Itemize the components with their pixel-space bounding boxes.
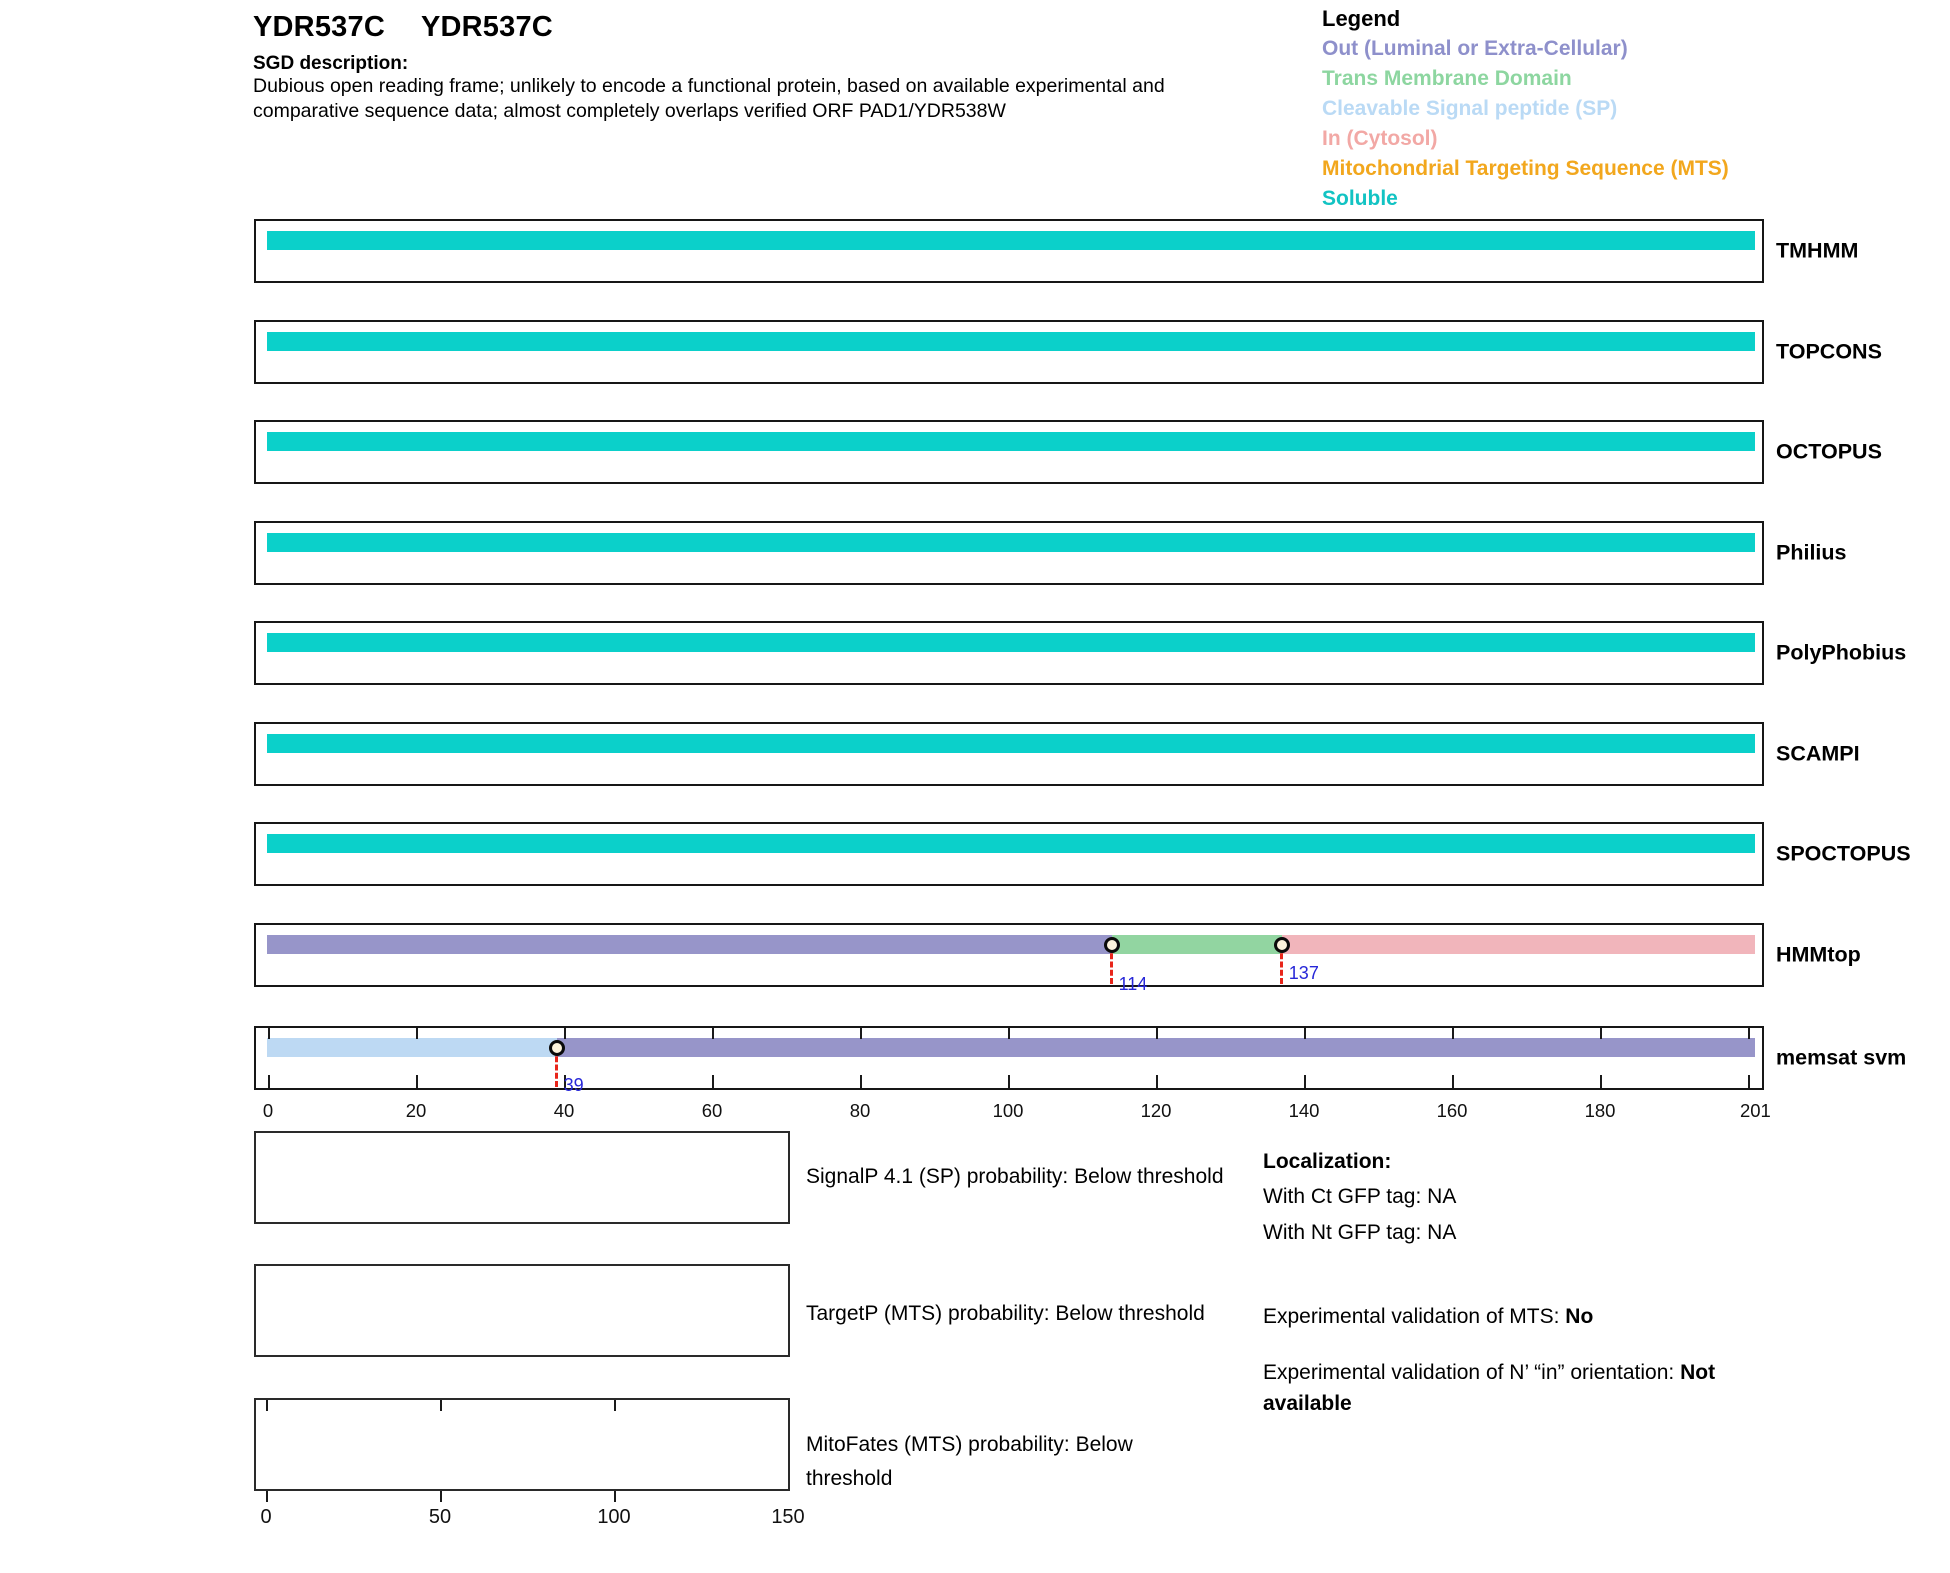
track-bar-segment-soluble [267,834,1755,853]
caption-line: SignalP 4.1 (SP) probability: Below threshold [806,1165,1224,1188]
plot-axis-label-50: 50 [428,1506,452,1528]
page-title [253,11,553,44]
orientation-validation-line-2 [1263,1392,1352,1416]
ruler-tick-bottom [1156,1075,1158,1088]
legend-item-in: In (Cytosol) [1322,127,1438,150]
track-name-label: PolyPhobius [1776,640,1907,665]
plot-tick-top [266,1400,268,1411]
residue-axis-label-201: 201 [1739,1100,1771,1121]
legend-item-mts: Mitochondrial Targeting Sequence (MTS) [1322,157,1729,180]
track-bar-segment-soluble [267,432,1755,451]
sgd-description-line-2: comparative sequence data; almost completely overlaps verified ORF PAD1/YDR538W [253,100,1006,122]
ruler-tick-top [416,1028,418,1039]
track-box [254,722,1764,786]
track-name-label: memsat svm [1776,1045,1907,1070]
ruler-tick-bottom [1304,1075,1306,1088]
caption-line: MitoFates (MTS) probability: Below [806,1433,1133,1456]
track-name-label: SPOCTOPUS [1776,841,1911,866]
residue-axis-label-40: 40 [553,1100,575,1121]
track-bar-segment-in [1282,935,1756,954]
localization-title: Localization: [1263,1150,1392,1173]
track-bar-segment-soluble [267,533,1755,552]
caption-line: TargetP (MTS) probability: Below threshold [806,1302,1205,1325]
ruler-tick-bottom [268,1075,270,1088]
ruler-tick-bottom [1600,1075,1602,1088]
track-box [254,521,1764,585]
track-box [254,621,1764,685]
ruler-tick-top [268,1028,270,1039]
boundary-residue-label: 137 [1288,963,1319,983]
ruler-tick-bottom [1452,1075,1454,1088]
boundary-circle-marker [1274,937,1290,953]
localization-nt-gfp: With Nt GFP tag: NA [1263,1221,1457,1244]
ruler-tick-bottom [1748,1075,1750,1088]
residue-axis-label-120: 120 [1140,1100,1172,1121]
orientation-validation-value-1: Not [1680,1361,1716,1384]
mts-validation-line [1263,1305,1593,1329]
plot-tick-bottom [614,1491,616,1502]
ruler-tick-bottom [712,1075,714,1088]
track-box [254,219,1764,283]
track-name-label: SCAMPI [1776,741,1860,766]
track-bar-segment-tm [1112,935,1282,954]
plot-axis-label-0: 0 [260,1506,272,1528]
legend-title: Legend [1322,6,1401,31]
legend-item-sp: Cleavable Signal peptide (SP) [1322,97,1618,120]
localization-ct-gfp: With Ct GFP tag: NA [1263,1185,1457,1208]
probability-plot-box [254,1131,790,1224]
legend-item-out: Out (Luminal or Extra-Cellular) [1322,37,1628,60]
orientation-validation-label: Experimental validation of N’ “in” orientation: [1263,1361,1681,1384]
mts-validation-label: Experimental validation of MTS: [1263,1305,1566,1328]
residue-axis-label-80: 80 [849,1100,871,1121]
probability-plot-caption [806,1428,1133,1496]
track-bar-segment-soluble [267,633,1755,652]
legend [1322,4,1729,214]
plot-axis-label-150: 150 [771,1506,805,1528]
track-bar-segment-soluble [267,332,1755,351]
residue-axis-label-20: 20 [405,1100,427,1121]
ruler-tick-bottom [416,1075,418,1088]
residue-axis-label-180: 180 [1584,1100,1616,1121]
ruler-tick-bottom [1008,1075,1010,1088]
residue-axis-label-100: 100 [992,1100,1024,1121]
ruler-tick-top [564,1028,566,1039]
track-box [254,420,1764,484]
plot-tick-bottom [440,1491,442,1502]
track-name-label: HMMtop [1776,942,1861,967]
plot-tick-bottom [266,1491,268,1502]
residue-axis-label-140: 140 [1288,1100,1320,1121]
ruler-tick-top [860,1028,862,1039]
residue-axis-label-60: 60 [701,1100,723,1121]
ruler-tick-bottom [860,1075,862,1088]
boundary-circle-marker [1104,937,1120,953]
plot-tick-top [440,1400,442,1411]
boundary-residue-label: 114 [1118,974,1148,994]
track-bar-segment-out [557,1038,1756,1057]
plot-axis-label-100: 100 [597,1506,631,1528]
legend-items [1322,34,1729,214]
track-name-label: TOPCONS [1776,339,1882,364]
track-bar-segment-soluble [267,231,1755,250]
probability-plot-caption [806,1297,1205,1331]
legend-item-tm: Trans Membrane Domain [1322,67,1572,90]
track-box [254,923,1764,987]
ruler-tick-top [1748,1028,1750,1039]
track-bar-segment-soluble [267,734,1755,753]
sgd-description-label: SGD description: [253,53,409,74]
mts-validation-value: No [1565,1305,1594,1328]
orf-name: YDR537C [420,11,553,43]
orientation-validation-line-1 [1263,1361,1715,1385]
track-bar-segment-sp [267,1038,557,1057]
caption-line: threshold [806,1467,893,1490]
ruler-tick-top [1156,1028,1158,1039]
probability-plot-caption [806,1160,1224,1194]
ruler-tick-top [712,1028,714,1039]
gene-name: YDR537C [253,11,385,43]
track-box [254,822,1764,886]
probability-plot-box [254,1398,790,1491]
boundary-circle-marker [549,1040,565,1056]
probability-plot-box [254,1264,790,1357]
ruler-tick-top [1452,1028,1454,1039]
plot-tick-top [614,1400,616,1411]
track-name-label: Philius [1776,540,1847,565]
ruler-tick-top [1008,1028,1010,1039]
boundary-residue-label: 39 [563,1075,584,1095]
ruler-tick-top [1304,1028,1306,1039]
track-bar-segment-out [267,935,1112,954]
legend-item-soluble: Soluble [1322,187,1398,210]
track-name-label: TMHMM [1776,238,1859,263]
residue-axis-label-0: 0 [262,1100,274,1121]
track-box [254,320,1764,384]
residue-axis-label-160: 160 [1436,1100,1468,1121]
ruler-tick-top [1600,1028,1602,1039]
track-name-label: OCTOPUS [1776,439,1882,464]
orientation-validation-value-2: available [1263,1392,1352,1415]
sgd-description-line-1: Dubious open reading frame; unlikely to encode a functional protein, based on available experimental and [253,75,1165,97]
